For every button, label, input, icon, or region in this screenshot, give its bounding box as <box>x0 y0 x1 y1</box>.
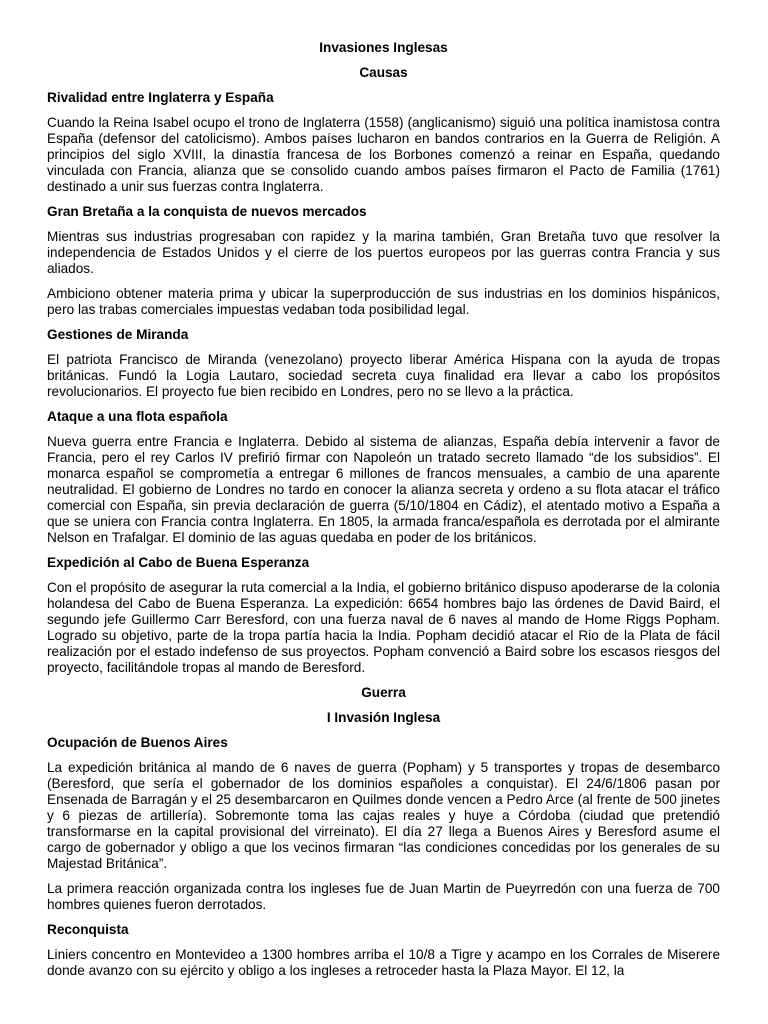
paragraph: Liniers concentro en Montevideo a 1300 hombres arriba el 10/8 a Tigre y acampo en los Corrales de Miserere donde avanzo con su ejército y obligo a los ingleses a retroceder hasta la Plaza Mayor. El 12, la <box>47 947 720 978</box>
section-heading: Gestiones de Miranda <box>47 327 189 342</box>
paragraph: Nueva guerra entre Francia e Inglaterra. Debido al sistema de alianzas, España debía intervenir a favor de Francia, pero el rey Carlos IV prefirió firmar con Napoleón un tratado secreto llamado “de los subsidios”. El monarca español se comprometía a entregar 6 millones de francos mensuales, a cambio de una aparente neutralidad. El gobierno de Londres no tardo en conocer la alianza secreta y ordeno a su flota atacar el tráfico comercial con España, sin previa declaración de guerra (5/10/1804 en Cádiz), el atentado motivo a España a que se uniera con Francia contra Inglaterra. En 1805, la armada franca/española es derrotada por el almirante Nelson en Trafalgar. El dominio de las aguas quedaba en poder de los británicos. <box>47 434 720 545</box>
section-heading: Reconquista <box>47 922 129 937</box>
document-subtitle: Causas <box>359 65 408 80</box>
section-heading: Rivalidad entre Inglaterra y España <box>47 90 274 105</box>
part-title: Guerra <box>361 685 406 700</box>
paragraph: Cuando la Reina Isabel ocupo el trono de Inglaterra (1558) (anglicanismo) siguió una política inamistosa contra España (defensor del catolicismo). Ambos países lucharon en bandos contrarios en la Guerra de Religión. A principios del siglo XVIII, la dinastía francesa de los Borbones comenzó a reinar en España, quedando vinculada con Francia, alianza que se consolido cuando ambos países firmaron el Pacto de Familia (1761) destinado a unir sus fuerzas contra Inglaterra. <box>47 115 720 194</box>
paragraph: Con el propósito de asegurar la ruta comercial a la India, el gobierno británico dispuso apoderarse de la colonia holandesa del Cabo de Buena Esperanza. La expedición: 6654 hombres bajo las órdenes de David Baird, el segundo jefe Guillermo Carr Beresford, con una fuerza naval de 6 naves al mando de Home Riggs Popham. Logrado su objetivo, parte de la tropa partía hacia la India. Popham decidió atacar el Rio de la Plata de fácil realización por el estado indefenso de sus proyectos. Popham convenció a Baird sobre los escasos riesgos del proyecto, facilitándole tropas al mando de Beresford. <box>47 580 720 675</box>
section-heading: Ataque a una flota española <box>47 409 228 424</box>
paragraph: El patriota Francisco de Miranda (venezolano) proyecto liberar América Hispana con la ayuda de tropas británicas. Fundó la Logia Lautaro, sociedad secreta cuya finalidad era llevar a cabo los propósitos revolucionarios. El proyecto fue bien recibido en Londres, pero no se llevo a la práctica. <box>47 352 720 399</box>
document-title: Invasiones Inglesas <box>319 40 448 55</box>
paragraph: Ambiciono obtener materia prima y ubicar la superproducción de sus industrias en los dominios hispánicos, pero las trabas comerciales impuestas vedaban toda posibilidad legal. <box>47 286 720 317</box>
section-heading: Gran Bretaña a la conquista de nuevos mercados <box>47 204 367 219</box>
paragraph: La primera reacción organizada contra los ingleses fue de Juan Martin de Pueyrredón con una fuerza de 700 hombres quienes fueron derrotados. <box>47 881 720 912</box>
section-heading: Ocupación de Buenos Aires <box>47 735 228 750</box>
section-heading: Expedición al Cabo de Buena Esperanza <box>47 555 310 570</box>
paragraph: La expedición británica al mando de 6 naves de guerra (Popham) y 5 transportes y tropas de desembarco (Beresford, que sería el gobernador de los dominios españoles a conquistar). El 24/6/1806 pasan por Ensenada de Barragán y el 25 desembarcaron en Quilmes donde vencen a Pedro Arce (al frente de 500 jinetes y 6 piezas de artillería). Sobremonte toma las cajas reales y huye a Córdoba (ciudad que pretendió transformarse en la capital provisional del virreinato). El día 27 llega a Buenos Aires y Beresford asume el cargo de gobernador y obligo a que los vecinos firmaran “las condiciones concedidas por los generales de su Majestad Británica”. <box>47 760 720 871</box>
part-subtitle: I Invasión Inglesa <box>326 710 441 725</box>
paragraph: Mientras sus industrias progresaban con rapidez y la marina también, Gran Bretaña tuvo que resolver la independencia de Estados Unidos y el cierre de los puertos europeos por las guerras contra Francia y sus aliados. <box>47 229 720 276</box>
